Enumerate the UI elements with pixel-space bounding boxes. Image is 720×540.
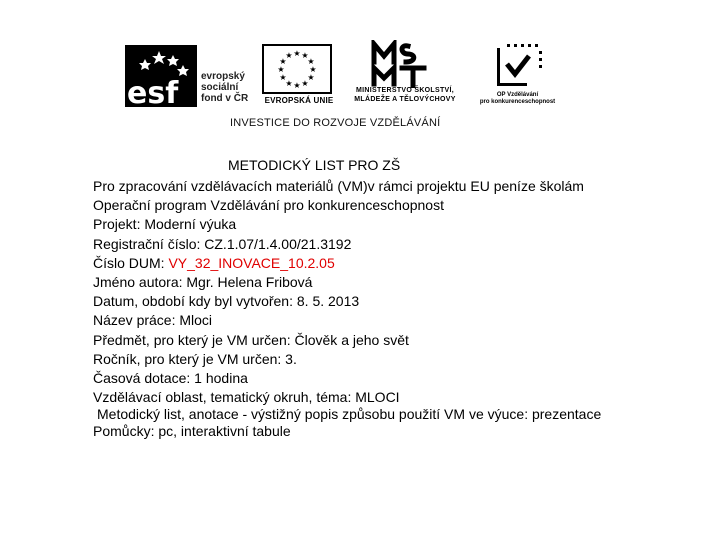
tagline: INVESTICE DO ROZVOJE VZDĚLÁVÁNÍ (230, 117, 441, 129)
svg-text:★: ★ (301, 79, 309, 88)
svg-text:★: ★ (293, 81, 301, 90)
svg-text:★: ★ (279, 73, 287, 82)
msmt-logo (340, 40, 470, 108)
msmt-line-2: MLÁDEŽE A TĚLOVÝCHOVY (354, 96, 456, 103)
svg-text:★: ★ (293, 49, 301, 58)
svg-text:★: ★ (279, 57, 287, 66)
svg-text:★: ★ (307, 57, 315, 66)
author-line: Jméno autora: Mgr. Helena Fribová (93, 274, 313, 291)
program-line: Operační program Vzdělávání pro konkurenceschopnost (93, 197, 444, 214)
svg-text:★: ★ (307, 73, 315, 82)
aids-line: Pomůcky: pc, interaktivní tabule (93, 423, 291, 440)
dum-line (93, 254, 713, 273)
esf-line-1: evropský (201, 71, 245, 82)
op-line-1: OP Vzdělávání (496, 92, 539, 98)
registration-line: Registrační číslo: CZ.1.07/1.4.00/21.3192 (93, 235, 352, 252)
date-line: Datum, období kdy byl vytvořen: 8. 5. 2013 (93, 293, 360, 310)
esf-line-3: fond v ČR (201, 93, 249, 104)
svg-text:★: ★ (277, 65, 285, 74)
time-line: Časová dotace: 1 hodina (93, 370, 248, 387)
op-logo (475, 42, 560, 110)
document-title: METODICKÝ LIST PRO ZŠ (228, 157, 401, 173)
dum-label: Číslo DUM: (93, 254, 169, 271)
esf-mark-icon (125, 45, 197, 107)
esf-line-2: sociální (201, 82, 239, 93)
subject-line: Předmět, pro který je VM určen: Člověk a jeho svět (93, 331, 409, 348)
svg-text:★: ★ (285, 79, 293, 88)
msmt-mark-icon (370, 40, 430, 88)
op-text (475, 92, 560, 106)
eu-logo (258, 44, 340, 108)
annotation-line: Metodický list, anotace - výstižný popis způsobu použití VM ve výuce: prezentace (97, 406, 602, 423)
document-body (93, 177, 713, 442)
svg-text:esf: esf (127, 76, 179, 107)
svg-text:★: ★ (285, 51, 293, 60)
logo-strip (125, 40, 555, 135)
eu-stars-icon (264, 46, 330, 92)
op-line-2: pro konkurenceschopnost (479, 99, 556, 105)
eu-label: EVROPSKÁ UNIE (264, 96, 334, 105)
svg-text:★: ★ (309, 65, 317, 74)
project-line: Projekt: Moderní výuka (93, 216, 237, 233)
intro-line: Pro zpracování vzdělávacích materiálů (VM)v rámci projektu EU peníze školám (93, 178, 584, 194)
eu-flag-icon (262, 44, 332, 94)
esf-logo (125, 45, 250, 107)
grade-line: Ročník, pro který je VM určen: 3. (93, 350, 297, 367)
dum-value: VY_32_INOVACE_10.2.05 (168, 254, 335, 271)
work-name-line: Název práce: Mloci (93, 312, 213, 329)
msmt-text (340, 86, 470, 104)
msmt-line-1: MINISTERSTVO ŠKOLSTVÍ, (356, 87, 454, 94)
area-line: Vzdělávací oblast, tematický okruh, téma: MLOCI (93, 389, 400, 406)
op-mark-icon (495, 42, 545, 88)
svg-text:★: ★ (301, 51, 309, 60)
esf-text (201, 71, 248, 104)
